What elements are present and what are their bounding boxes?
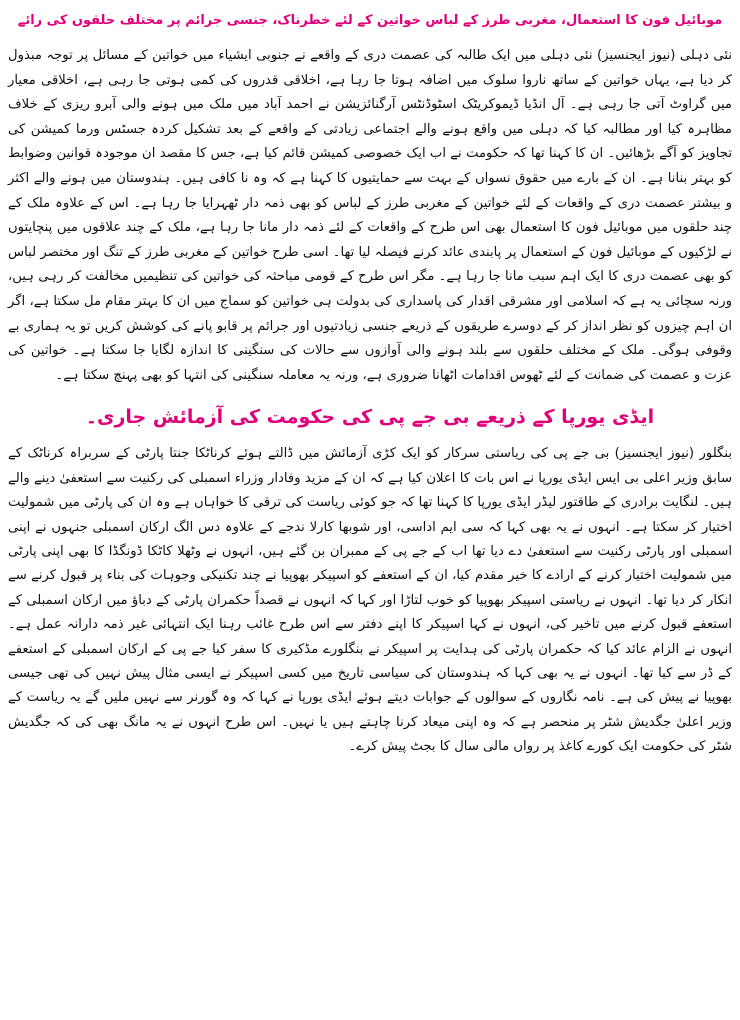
article-1-headline: موبائیل فون کا استعمال، مغربی طرز کے لباس خواتین کے لئے خطرناک، جنسی جرائم پر مختلف حلقوں کی رائے [17, 13, 723, 28]
article-2-headline: ایڈی یورپا کے ذریعے بی جے پی کی حکومت کی آزمائش جاری۔ [85, 406, 655, 429]
article-2-body: بنگلور (نیوز ایجنسیز) بی جے پی کی ریاستی سرکار کو ایک کڑی آزمائش میں ڈالتے ہوئے کرناٹکا جنتا پارٹی کے سربراہ کرناٹک کے سابق وزیر اعلی بی ایس ایڈی یورپا نے اس بات کا اعلان کیا ہے کہ ان کے مزید وفادار وزراء اسمبلی کی رکنیت سے استعفیٰ دینے والے ہیں۔ لنگایت برادری کے طاقتور لیڈر ایڈی یورپا کا کہنا تھا کہ جو کوئی ریاست کی ترقی کا خواہاں ہے وہ ان کی پارٹی میں شمولیت اختیار کر سکتا ہے۔ انہوں نے یہ بھی کہا کہ سی ایم اداسی، اور شوبھا کارلا ندجے کے علاوہ دس الگ ارکان اسمبلی جنہوں نے اپنی اسمبلی اور پارٹی رکنیت سے استعفیٰ دے دیا تھا اب کے جے پی کے ممبران بن گئے ہیں، انہوں نے وٹھلا کاٹکا ڈونگڈا کا بھی اپنی پارٹی میں شمولیت اختیار کرنے کے ارادے کا خیر مقدم کیا، ان کے استعفے کو اسپیکر بھوپیا نے چند تکنیکی وجوہات کی بناء پر قبول کرنے سے انکار کر دیا تھا۔ انہوں نے ریاستی اسپیکر بھوپیا کو خوب لتاڑا اور کہا کہ انہوں نے قصداً حکمران پارٹی کے دباؤ میں ارکان اسمبلی کے استعفے قبول کرنے میں تاخیر کی، انہوں نے کہا اسپیکر کا اپنے دفتر سے اس طرح غائب رہنا ایک انتہائی غیر ذمہ دارانہ عمل ہے۔ انہوں نے الزام عائد کیا کہ حکمران پارٹی کی ہدایت پر اسپیکر نے بنگلورے مڈکیری کا سفر کیا جے پی کے ارکان اسمبلی کے استعفے کے ڈر سے کیا تھا۔ انہوں نے یہ بھی کہا کہ ہندوستان کی سیاسی تاریخ میں کسی اسپیکر نے ایسی مثال پیش نہیں کی تھی جیسی بھوپیا نے پیش کی ہے۔ نامہ نگاروں کے سوالوں کے جوابات دیتے ہوئے ایڈی یورپا نے کہا کہ وہ گورنر سے نہیں ملیں گے یہ ریاست کے وزیر اعلیٰ جگدیش شٹر پر منحصر ہے کہ وہ اپنی میعاد کرنا چاہتے ہیں یا نہیں۔ اس طرح انہوں نے یہ مانگ بھی کی کہ جگدیش شٹر کی حکومت ایک کورے کاغذ پر رواں مالی سال کا بجٹ پیش کرے۔ [8, 446, 732, 755]
article-1-body: نئی دہلی (نیوز ایجنسیز) نئی دہلی میں ایک طالبہ کی عصمت دری کے واقعے نے جنوبی ایشیاء میں خواتین کے مسائل پر توجہ مبذول کر دیا ہے، یہاں خواتین کے ساتھ ناروا سلوک میں اضافہ ہوتا جا رہا ہے، اخلاقی قدروں کی کمی ہوتی جا رہی ہے، اخلاقی معیار میں گراوٹ آتی جا رہی ہے۔ آل انڈیا ڈیموکریٹک اسٹوڈنٹس آرگنائزیشن نے احمد آباد میں ملک میں ہونے والی آبرو ریزی کے خلاف مظاہرہ کیا اور مطالبہ کیا کہ دہلی میں واقع ہونے والے اجتماعی زیادتی کے واقعے کے بعد تشکیل کردہ جسٹس ورما کمیشن کی تجاویز کو آگے بڑھائیں۔ ان کا کہنا تھا کہ حکومت نے اب ایک خصوصی کمیشن قائم کیا ہے، جس کا مقصد ان موجودہ قوانین وضوابط کو بہتر بنانا ہے۔ ان کے بارے میں حقوق نسواں کے بہت سے حمایتیوں کا کہنا ہے کہ وہ نا کافی ہیں۔ ہندوستان میں ہونے والے اکثر و بیشتر عصمت دری کے واقعات کے لئے خواتین کے مغربی طرز کے لباس کو بھی ذمہ دار ٹھہرایا جا رہا ہے۔ اس کے علاوہ ملک کے چند حلقوں میں موبائیل فون کا استعمال بھی اس طرح کے واقعات کے لئے ذمہ دار مانا جا رہا ہے، ملک کے چند علاقوں میں پنچایتوں نے لڑکیوں کے موبائیل فون کے استعمال پر پابندی عائد کرنے فیصلہ لیا تھا۔ اسی طرح خواتین کے مغربی طرز کے تنگ اور مختصر لباس کو بھی عصمت دری کا ایک اہم سبب مانا جا رہا ہے۔ مگر اس طرح کے قومی مباحثہ کی خواتین کی تنظیمیں مخالفت کر رہی ہیں، ورنہ سچائی یہ ہے کہ اسلامی اور مشرقی اقدار کی پاسداری کی بدولت ہی خواتین کو سماج میں ان کا بہتر مقام مل سکتا ہے، اگر ان اہم چیزوں کو نظر انداز کر کے دوسرے طریقوں کے ذریعے جنسی زیادتیوں اور جرائم پر قابو پانے کی کوشش کریں تو یہ ہماری بے وقوفی ہوگی۔ ملک کے مختلف حلقوں سے بلند ہونے والی آوازوں سے حالات کی سنگینی کا اندازہ لگایا جا سکتا ہے۔ خواتین کی عزت و عصمت کی ضمانت کے لئے ٹھوس اقدامات اٹھانا ضروری ہے، ورنہ یہ معاملہ سنگینی کی انتہا کو بھی پہنچ سکتا ہے۔ [8, 48, 732, 383]
